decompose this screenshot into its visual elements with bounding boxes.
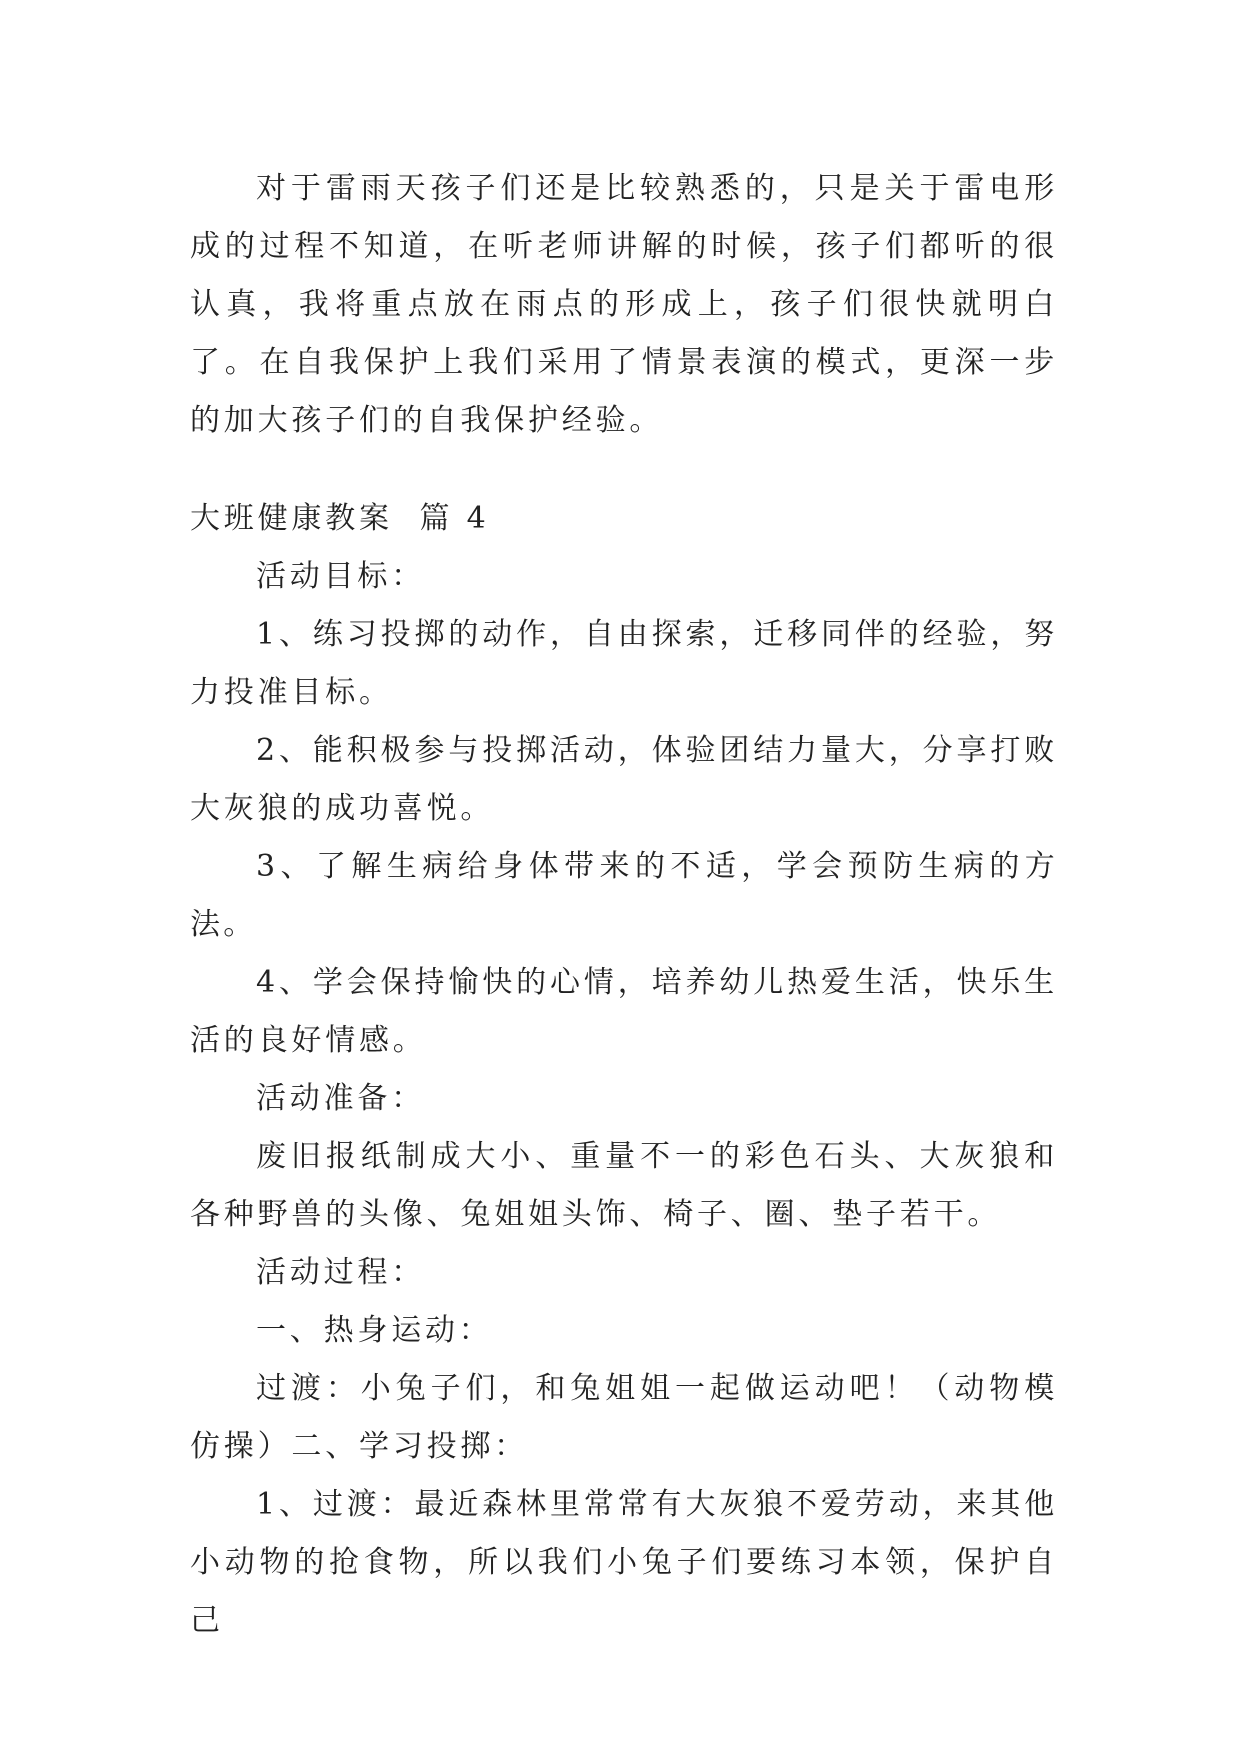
goal-item-4: 4、学会保持愉快的心情，培养幼儿热爱生活，快乐生活的良好情感。 bbox=[190, 965, 1058, 1058]
activity-preparation-heading: 活动准备： bbox=[256, 1081, 425, 1116]
reflection-paragraph: 对于雷雨天孩子们还是比较熟悉的，只是关于雷电形成的过程不知道，在听老师讲解的时候，孩子们都听的很认真，我将重点放在雨点的形成上，孩子们很快就明白了。在自我保护上我们采用了情景表演的模式，更深一步的加大孩子们的自我保护经验。 bbox=[190, 171, 1058, 438]
goal-item-3: 3、了解生病给身体带来的不适，学会预防生病的方法。 bbox=[190, 849, 1058, 942]
section-spacer bbox=[190, 450, 1058, 490]
activity-process-heading: 活动过程： bbox=[256, 1255, 425, 1290]
goal-item-2: 2、能积极参与投掷活动，体验团结力量大，分享打败大灰狼的成功喜悦。 bbox=[190, 733, 1058, 826]
activity-goal-heading: 活动目标： bbox=[256, 559, 425, 594]
document-body bbox=[190, 160, 1058, 1650]
preparation-text: 废旧报纸制成大小、重量不一的彩色石头、大灰狼和各种野兽的头像、兔姐姐头饰、椅子、圈、垫子若干。 bbox=[190, 1139, 1058, 1232]
throwing-step-1: 1、过渡：最近森林里常常有大灰狼不爱劳动，来其他小动物的抢食物，所以我们小兔子们要练习本领，保护自己 bbox=[190, 1487, 1058, 1638]
warmup-heading: 一、热身运动： bbox=[256, 1313, 493, 1348]
goal-item-1: 1、练习投掷的动作，自由探索，迁移同伴的经验，努力投准目标。 bbox=[190, 617, 1058, 710]
section-title: 大班健康教案 篇 4 bbox=[190, 501, 490, 536]
transition-paragraph: 过渡：小兔子们，和兔姐姐一起做运动吧！（动物模仿操）二、学习投掷： bbox=[190, 1371, 1058, 1464]
